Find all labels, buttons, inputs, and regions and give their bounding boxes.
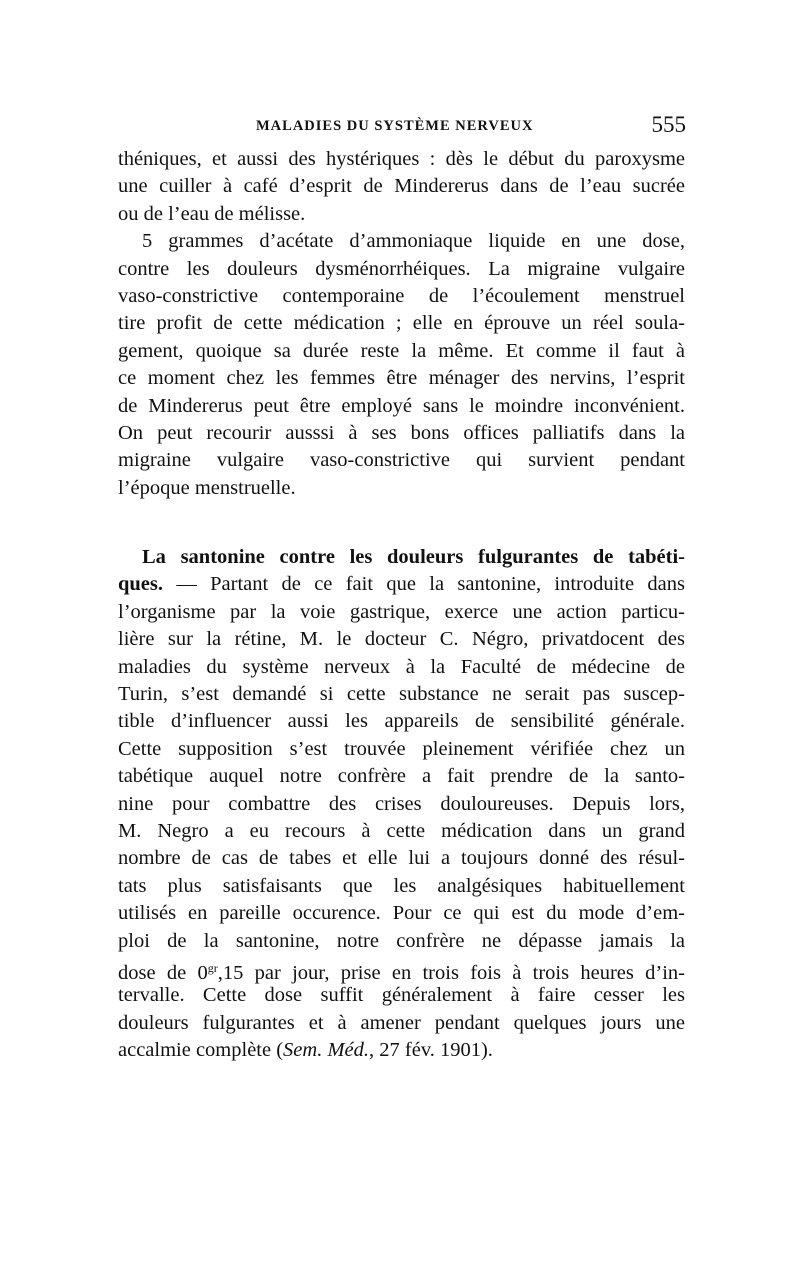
superscript-unit: gr: [207, 960, 218, 975]
text-line: nine pour combattre des crises douloureuses. Depuis lors,: [118, 792, 685, 815]
text-fragment: , 27 fév. 1901).: [369, 1039, 493, 1062]
page-header: [118, 112, 686, 142]
text-line: gement, quoique sa durée reste la même. Et comme il faut à: [118, 339, 685, 362]
text-line: ou de l’eau de mélisse.: [118, 202, 306, 225]
text-line: maladies du système nerveux à la Faculté de médecine de: [118, 655, 685, 678]
text-line: On peut recourir ausssi à ses bons offices palliatifs dans la: [118, 421, 685, 444]
section-title-end: ques.: [118, 573, 164, 596]
text-line: [118, 571, 685, 598]
page-number: 555: [651, 112, 686, 137]
text-line: migraine vulgaire vaso-constrictive qui survient pendant: [118, 449, 685, 472]
text-line: tabétique auquel notre confrère a fait prendre de la santo-: [118, 765, 685, 788]
text-line: l’organisme par la voie gastrique, exerce une action particu-: [118, 600, 685, 623]
text-line: vaso-constrictive contemporaine de l’écoulement menstruel: [118, 284, 685, 307]
running-title: MALADIES DU SYSTÈME NERVEUX: [256, 118, 534, 134]
text-line: Cette supposition s’est trouvée pleinement vérifiée chez un: [118, 737, 685, 760]
text-fragment: ,15 par jour, prise en trois fois à trois heures d’in-: [217, 961, 685, 984]
section-santonine: [118, 544, 685, 1064]
text-line: douleurs fulgurantes et à amener pendant quelques jours une: [118, 1011, 685, 1034]
text-fragment: dose de 0: [118, 961, 208, 984]
text-line: une cuiller à café d’esprit de Mindererus dans de l’eau sucrée: [118, 175, 685, 198]
text-line: M. Negro a eu recours à cette médication dans un grand: [118, 819, 685, 842]
citation-source: Sem. Méd.: [283, 1039, 370, 1062]
text-line: [118, 1037, 685, 1064]
section-gap: [118, 502, 685, 544]
text-line: ce moment chez les femmes être ménager des nervins, l’esprit: [118, 367, 685, 390]
text-line: de Mindererus peut être employé sans le moindre inconvénient.: [118, 394, 685, 417]
text-line: tible d’influencer aussi les appareils de sensibilité générale.: [118, 710, 685, 733]
text-line: utilisés en pareille occurence. Pour ce qui est du mode d’em-: [118, 902, 685, 925]
text-line: théniques, et aussi des hystériques : dès le début du paroxysme: [118, 148, 685, 170]
body-text: [118, 146, 685, 1065]
text-fragment: accalmie complète (: [118, 1039, 284, 1062]
paragraph-1: [118, 146, 685, 228]
section-title: La santonine contre les douleurs fulgurantes de tabéti-: [142, 546, 685, 569]
text-line: l’époque menstruelle.: [118, 476, 296, 499]
text-line: contre les douleurs dysménorrhéiques. La migraine vulgaire: [118, 257, 685, 280]
text-line: nombre de cas de tabes et elle lui a toujours donné des résul-: [118, 847, 685, 870]
paragraph-2: [118, 228, 685, 502]
text-line: ploi de la santonine, notre confrère ne dépasse jamais la: [118, 929, 685, 952]
text-line: lière sur la rétine, M. le docteur C. Négro, privatdocent des: [118, 628, 685, 651]
text-line: [118, 955, 685, 982]
text-line: tats plus satisfaisants que les analgésiques habituellement: [118, 874, 685, 897]
text-line: tire profit de cette médication ; elle en éprouve un réel soula-: [118, 312, 685, 335]
text-line: 5 grammes d’acétate d’ammoniaque liquide en une dose,: [142, 230, 685, 253]
text-fragment: — Partant de ce fait que la santonine, introduite dans: [163, 573, 685, 596]
text-line: Turin, s’est demandé si cette substance ne serait pas suscep-: [118, 683, 685, 706]
text-line: tervalle. Cette dose suffit généralement à faire cesser les: [118, 984, 685, 1007]
